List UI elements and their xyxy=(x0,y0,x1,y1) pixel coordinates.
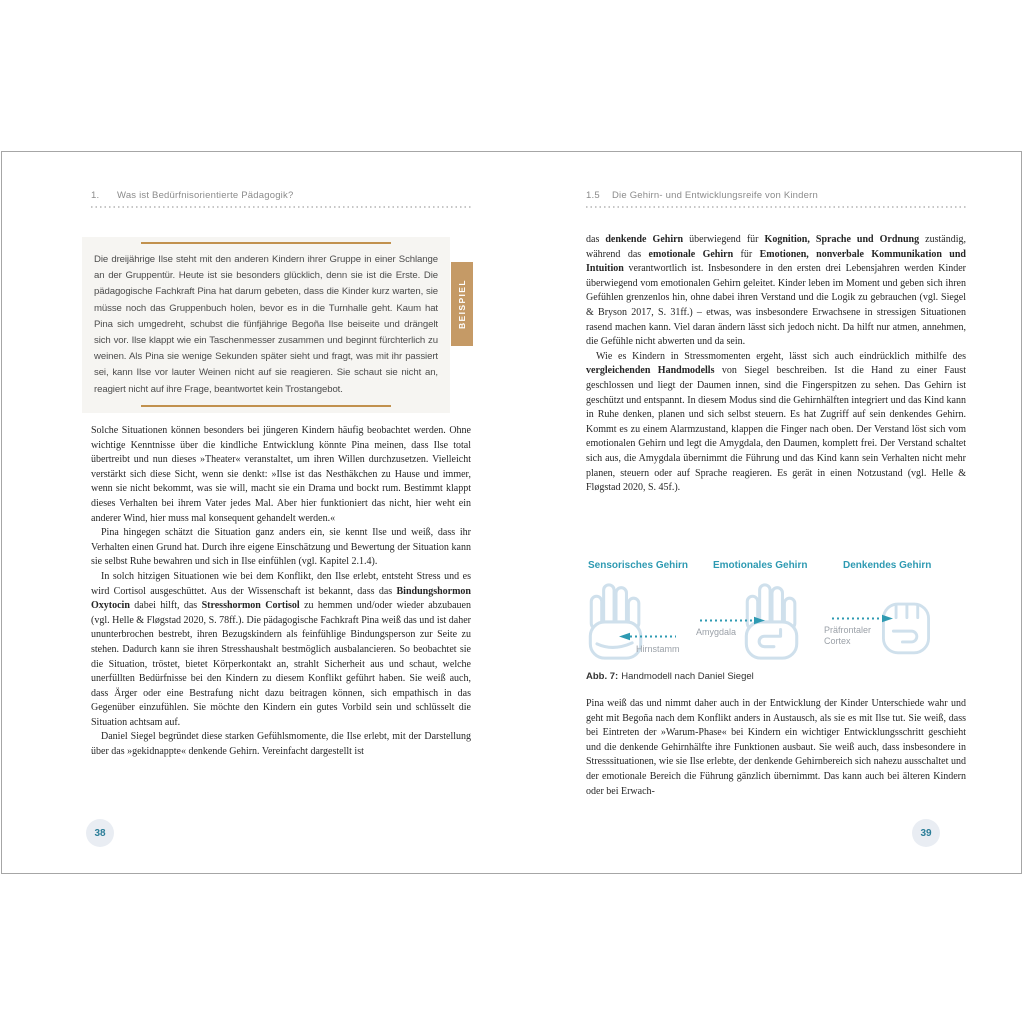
figure-caption xyxy=(586,671,754,682)
figure-caption-text: Handmodell nach Daniel Siegel xyxy=(621,671,754,682)
example-box-text: Die dreijährige Ilse steht mit den anderen Kindern ihrer Gruppe in einer Schlange an der Gruppentür. Heute ist sie besonders glücklich, denn sie ist die Erste. Die pädagogische Fachkraft Pina hat darum gebeten, dass die Kinder kurz warten, sie müsse noch das Gruppenbuch holen, bevor es in die Turnhalle geht. Kaum hat Pina sich umgedreht, schubst die fünfjährige Begoña Ilse beiseite und drängelt sich vor. Ilse klappt wie ein Taschenmesser zusammen und beginnt fürchterlich zu weinen. Als Pina sie wenige Sekunden später sieht und fragt, was mit ihr passiert sei, kann Ilse vor lauter Weinen nicht auf sie reagieren. Sie schaut sie nicht an, reagiert nicht auf ihre Frage, beantwortet kein Trostangebot. xyxy=(94,254,438,395)
left-page xyxy=(91,152,471,874)
example-box-bottom-line xyxy=(141,405,391,407)
figure-title-thinking: Denkendes Gehirn xyxy=(843,560,932,571)
figure-handmodell xyxy=(586,560,966,666)
left-running-head xyxy=(91,190,471,208)
dotted-arrow-left-icon xyxy=(616,632,676,641)
right-chapter-number: 1.5 xyxy=(586,190,600,201)
page-number-right: 39 xyxy=(912,819,940,847)
figure-label-praefrontaler-cortex: Präfrontaler Cortex xyxy=(824,625,872,646)
figure-label-hirnstamm: Hirnstamm xyxy=(636,644,680,654)
paragraph: Daniel Siegel begründet diese starken Gefühlsmomente, die Ilse erlebt, mit der Darstellung über das »gekidnappte« denkende Gehirn. Vereinfacht dargestellt ist xyxy=(91,731,471,758)
example-tab: BEISPIEL xyxy=(451,262,473,346)
dotted-rule xyxy=(586,206,966,208)
right-running-head xyxy=(586,190,966,208)
left-chapter-title: Was ist Bedürfnisorientierte Pädagogik? xyxy=(117,190,294,201)
right-chapter-title: Die Gehirn- und Entwicklungsreife von Kindern xyxy=(612,190,818,201)
right-page xyxy=(586,152,966,874)
paragraph: Wie es Kindern in Stressmomenten ergeht, lässt sich auch eindrücklich mithilfe des vergleichenden Handmodells von Siegel beschreiben. Ist die Hand zu einer Faust geschlossen und liegt der Daumen innen, sind die Fingerspitzen zu sehen. Das Gehirn ist geschützt und entspannt. In diesem Modus sind die Gehirnhälften integriert und das Kind kann in Ruhe denken, planen und sich selbst steuern. Es hat Zugriff auf sein denkendes Gehirn. Kommt es zu einem Alarmzustand, klappen die Finger nach oben. Der Verstand löst sich vom emotionalen Gehirn und legt die Amygdala, den Daumen, komplett frei. Der Verstand schaltet sich aus, die Amygdala übernimmt die Führung und das Kind kann sein Verhalten nicht mehr planen, steuern oder auf Sprache reagieren. Es gerät in einen Notzustand (vgl. Helle & Fløgstad 2020, S. 45f.). xyxy=(586,350,966,494)
example-box xyxy=(82,237,467,413)
dotted-arrow-right-icon xyxy=(700,616,768,625)
book-spread xyxy=(1,151,1022,874)
figure-label-amygdala: Amygdala xyxy=(696,627,737,637)
figure-title-emotional: Emotionales Gehirn xyxy=(713,560,808,571)
dotted-arrow-right-icon xyxy=(832,614,896,623)
paragraph: Pina hingegen schätzt die Situation ganz anders ein, sie kennt Ilse und weiß, dass ihr Verhalten einen Grund hat. Durch ihre eigene Einschätzung und Bewertung der Situation kann sie selbst Ruhe bewahren und sich in Ilse einfühlen (vgl. Kapitel 2.1.4). xyxy=(91,527,471,568)
dotted-rule xyxy=(91,206,471,208)
right-body-text-below-figure xyxy=(586,697,966,799)
right-body-text xyxy=(586,233,966,496)
page-number-left: 38 xyxy=(86,819,114,847)
left-body-text xyxy=(91,424,471,760)
figure-caption-number: Abb. 7: xyxy=(586,671,619,682)
left-chapter-number: 1. xyxy=(91,190,100,201)
paragraph: Pina weiß das und nimmt daher auch in der Entwicklung der Kinder Unterschiede wahr und geht mit Begoña nach dem Konflikt anders in Austausch, als sie es mit Ilse tut. Sie weiß, dass bei Eintreten der »Warum-Phase« bei Kindern ein wichtiger Entwicklungsschritt geschieht und die denkende Gehirnhälfte ihre Funktionen ausbaut. Sie weiß auch, dass insbesondere in Stresssituationen, wie sie Ilse erlebte, der denkende Gehirnbereich sich nahezu ausschaltet und der emotionale Bereich die Führung gänzlich übernimmt. Das kann auch bei älteren Kindern oder bei Erwach- xyxy=(586,698,966,797)
paragraph: Solche Situationen können besonders bei jüngeren Kindern häufig beobachtet werden. Ohne wichtige Kenntnisse über die kindliche Entwicklung könnte Pina meinen, dass Ilse total übertreibt und nun dieses »Theater« veranstaltet, um ihren Willen durchzusetzen. Vielleicht verstärkt sich diese Sicht, wenn sie denkt: »Ilse ist das Nesthäkchen zu Hause und immer, wenn sie nicht bekommt, was sie will, macht sie ein Drama und bockt rum. Bestimmt klappt dieses Verhalten bei ihrem Vater jedes Mal. Aber hier funktioniert das nicht, hier weht ein anderer Wind, hier muss mal konsequent gehandelt werden.« xyxy=(91,425,471,524)
paragraph: In solch hitzigen Situationen wie bei dem Konflikt, den Ilse erlebt, entsteht Stress und es wird Cortisol ausgeschüttet. Aus der Wissenschaft ist bekannt, dass das Bindungshormon Oxytocin dabei hilft, das Stresshormon Cortisol zu hemmen und/oder wieder abzubauen (vgl. Helle & Fløgstad 2020, S. 78ff.). Die pädagogische Fachkraft Pina weiß das und ist daher ununterbrochen bestrebt, ihren Bezugskindern als feinfühlige Bindungsperson zur Seite zu stehen. Dadurch kann sie ihren Stresshaushalt bestmöglich ausbalancieren. So beobachtet sie die Situation, tröstet, bietet Körperkontakt an, strahlt Sicherheit aus und schaut, welche unerfüllten Bedürfnisse bei den Kindern zu diesem Konflikt geführt haben. Sie weiß auch, dass Ärger oder eine Bestrafung nicht dazu beitragen können, sich empathisch in das Gegenüber einzufühlen. Sie möchte den Kindern ein gutes Vorbild sein und schlüsselt die Situation achtsam auf. xyxy=(91,570,471,728)
paragraph: das denkende Gehirn überwiegend für Kognition, Sprache und Ordnung zuständig, während das emotionale Gehirn für Emotionen, nonverbale Kommunikation und Intuition verantwortlich ist. Insbesondere in den ersten drei Lebensjahren werden Kinder überwiegend vom emotionalen Gehirn geleitet. Kinder leben im Moment und geben sich ihren Gefühlen grenzenlos hin, ohne dabei ihren Verstand und die Logik zu gebrauchen (vgl. Siegel & Bryson 2017, S. 31ff.) – etwas, was insbesondere Erwachsene in stressigen Situationen rasend machen kann. Viel daran ändern lässt sich jedoch nicht. Da hilft nur atmen, annehmen, die Gefühle nicht abwerten und da sein. xyxy=(586,234,966,348)
fist-icon xyxy=(876,586,936,660)
figure-title-sensory: Sensorisches Gehirn xyxy=(588,560,689,571)
